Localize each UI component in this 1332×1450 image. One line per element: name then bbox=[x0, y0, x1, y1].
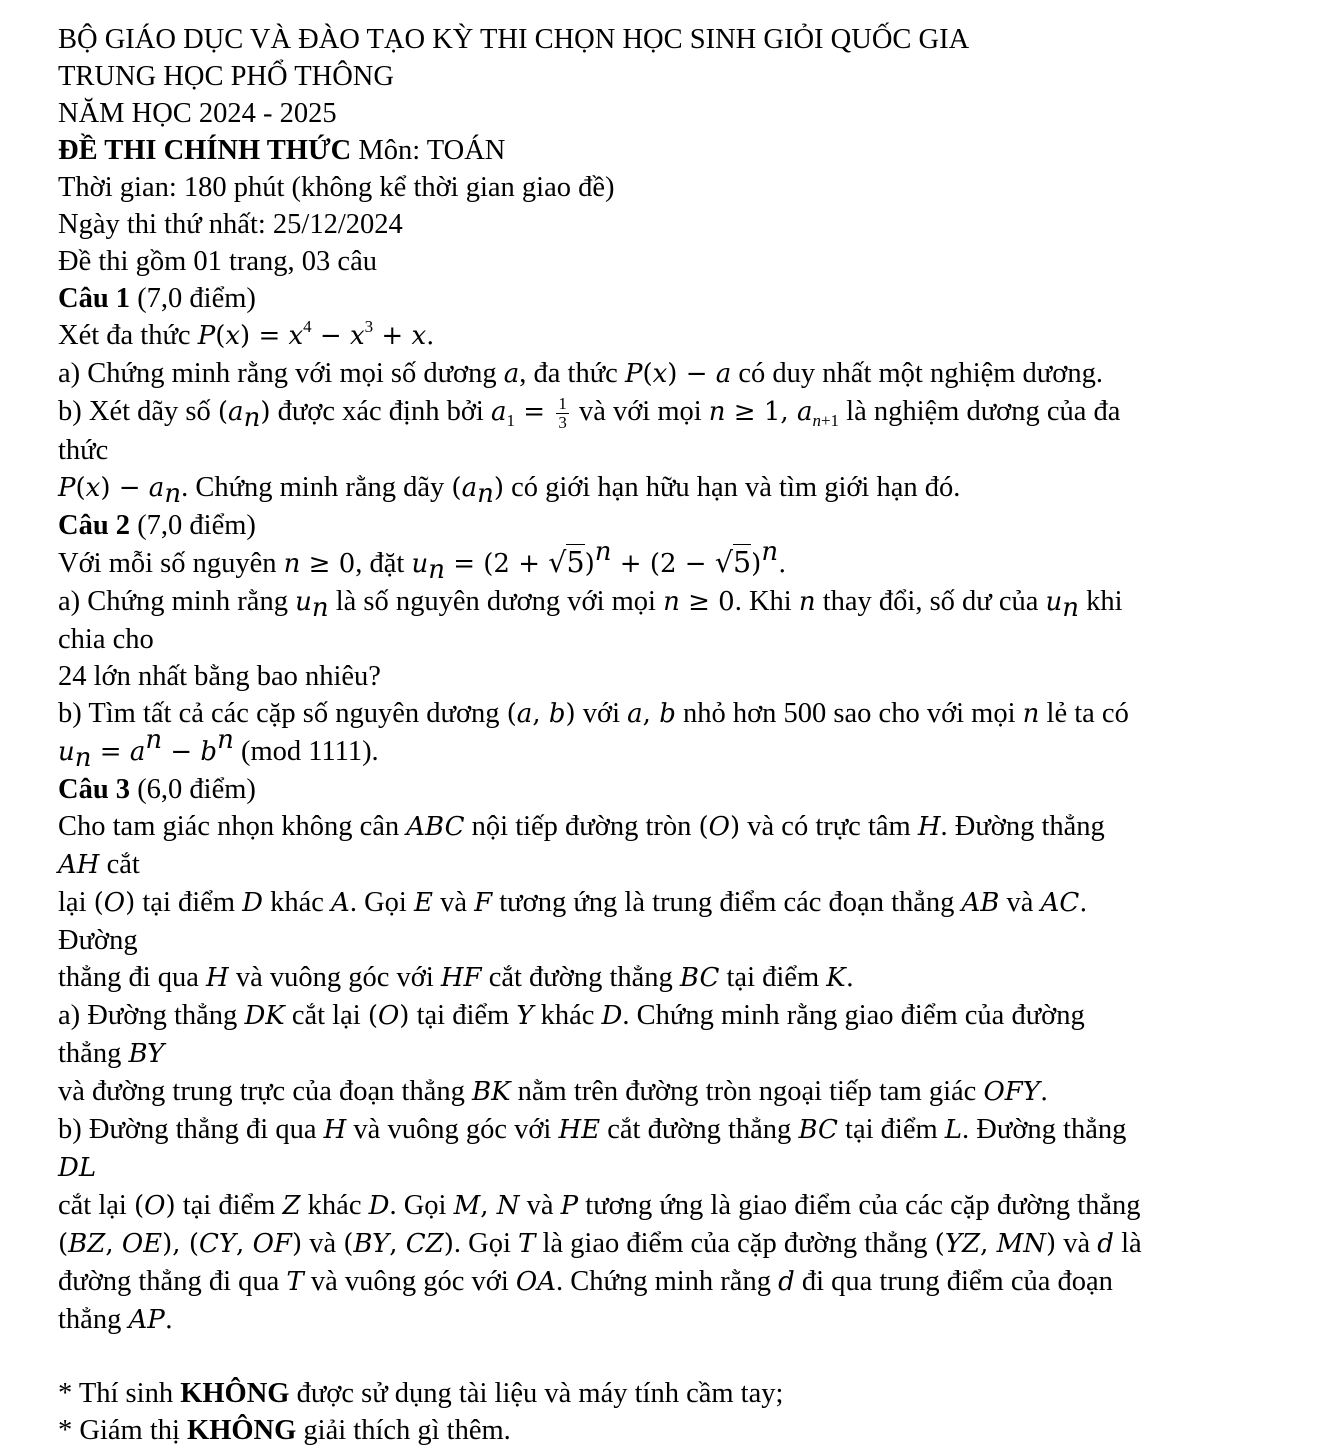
q1-heading bbox=[58, 280, 1292, 317]
q3-part-b-5: đường thẳng đi qua T và vuông góc với OA. Chứng minh rằng d đi qua trung điểm của đoạn bbox=[58, 1265, 1113, 1297]
footer-note-2: * Giám thị KHÔNG giải thích gì thêm. bbox=[58, 1414, 511, 1446]
q2-part-a-cont: chia cho bbox=[58, 623, 154, 655]
q1-label: Câu 1 bbox=[58, 283, 131, 314]
q3-line-2: AH cắt bbox=[58, 848, 140, 880]
footer-note-1: * Thí sinh KHÔNG được sử dụng tài liệu và máy tính cầm tay; bbox=[58, 1377, 784, 1409]
q1-intro: Xét đa thức $P(x) = x^4 - x^3 + x$. bbox=[58, 317, 435, 351]
q3-part-b-6: thẳng AP. bbox=[58, 1303, 173, 1335]
q3-label: Câu 3 bbox=[58, 773, 131, 805]
date-line: Ngày thi thứ nhất: 25/12/2024 bbox=[58, 209, 403, 240]
q3-heading bbox=[58, 771, 1292, 808]
q3-part-b-2: DL bbox=[58, 1152, 97, 1183]
q1-part-b-cont: thức bbox=[58, 434, 109, 466]
q3-line-3: lại (O) tại điểm D khác A. Gọi E và F tương ứng là trung điểm các đoạn thẳng AB và AC. bbox=[58, 886, 1088, 918]
q2-heading bbox=[58, 507, 1292, 544]
q2-part-b-end: $u_n = a^n - b^n$ (mod 1111). bbox=[58, 724, 379, 773]
q3-part-a-3: và đường trung trực của đoạn thẳng BK nằm trên đường tròn ngoại tiếp tam giác OFY. bbox=[58, 1075, 1049, 1107]
q3-part-b-3: cắt lại (O) tại điểm Z khác D. Gọi M, N và P tương ứng là giao điểm của các cặp đường thẳng bbox=[58, 1189, 1141, 1221]
official-label: ĐỀ THI CHÍNH THỨC bbox=[58, 135, 352, 166]
q2-points: (7,0 điểm) bbox=[130, 509, 256, 541]
subject: Môn: TOÁN bbox=[351, 135, 506, 166]
pages-line: Đề thi gồm 01 trang, 03 câu bbox=[58, 246, 377, 277]
header-line-2: TRUNG HỌC PHỔ THÔNG bbox=[58, 61, 394, 92]
q1-part-b: b) Xét dãy số $(a_n)$ được xác định bởi $a_1$ = $\frac{1}{3}$ và với mọi n ≥ 1, $a_{n+1}$ là nghiệm dương của đa bbox=[58, 393, 1121, 433]
q2-label: Câu 2 bbox=[58, 509, 131, 541]
q3-part-a: a) Đường thẳng DK cắt lại (O) tại điểm Y khác D. Chứng minh rằng giao điểm của đường bbox=[58, 999, 1085, 1031]
q1-part-b-end: $P(x) - a_n$. Chứng minh rằng dãy $(a_n)$ có giới hạn hữu hạn và tìm giới hạn đó. bbox=[58, 471, 961, 509]
q1-points: (7,0 điểm) bbox=[130, 283, 256, 314]
q3-part-a-2: thẳng BY bbox=[58, 1037, 165, 1069]
header-line-3: NĂM HỌC 2024 - 2025 bbox=[58, 98, 337, 129]
q2-part-a-end: 24 lớn nhất bằng bao nhiêu? bbox=[58, 660, 381, 692]
q2-intro: Với mỗi số nguyên n ≥ 0, đặt $u_n = (2 + √5)^n + (2 - √5)^n$. bbox=[58, 536, 787, 585]
spacer bbox=[58, 1339, 1292, 1375]
q3-line-5: thẳng đi qua H và vuông góc với HF cắt đường thẳng BC tại điểm K. bbox=[58, 961, 854, 993]
subject-line bbox=[58, 132, 1292, 169]
q2-part-b: b) Tìm tất cả các cặp số nguyên dương (a, b) với a, b nhỏ hơn 500 sao cho với mọi n lẻ ta có bbox=[58, 697, 1129, 729]
q3-line-4: Đường bbox=[58, 924, 138, 956]
header-line-1: BỘ GIÁO DỤC VÀ ĐÀO TẠO KỲ THI CHỌN HỌC SINH GIỎI QUỐC GIA bbox=[58, 24, 970, 55]
q1-part-a: a) Chứng minh rằng với mọi số dương a, đa thức P(x) − a có duy nhất một nghiệm dương. bbox=[58, 358, 1103, 389]
q3-line-1: Cho tam giác nhọn không cân ABC nội tiếp đường tròn (O) và có trực tâm H. Đường thẳng bbox=[58, 810, 1105, 842]
q2-part-a: a) Chứng minh rằng $u_n$ là số nguyên dương với mọi n ≥ 0. Khi n thay đổi, số dư của $u_n$ khi bbox=[58, 585, 1123, 623]
q3-part-b-4: (BZ, OE), (CY, OF) và (BY, CZ). Gọi T là giao điểm của cặp đường thẳng (YZ, MN) và d là bbox=[58, 1227, 1142, 1259]
time-line: Thời gian: 180 phút (không kể thời gian giao đề) bbox=[58, 172, 615, 203]
q3-part-b: b) Đường thẳng đi qua H và vuông góc với HE cắt đường thẳng BC tại điểm L. Đường thẳng bbox=[58, 1113, 1127, 1145]
q3-points: (6,0 điểm) bbox=[130, 773, 256, 805]
